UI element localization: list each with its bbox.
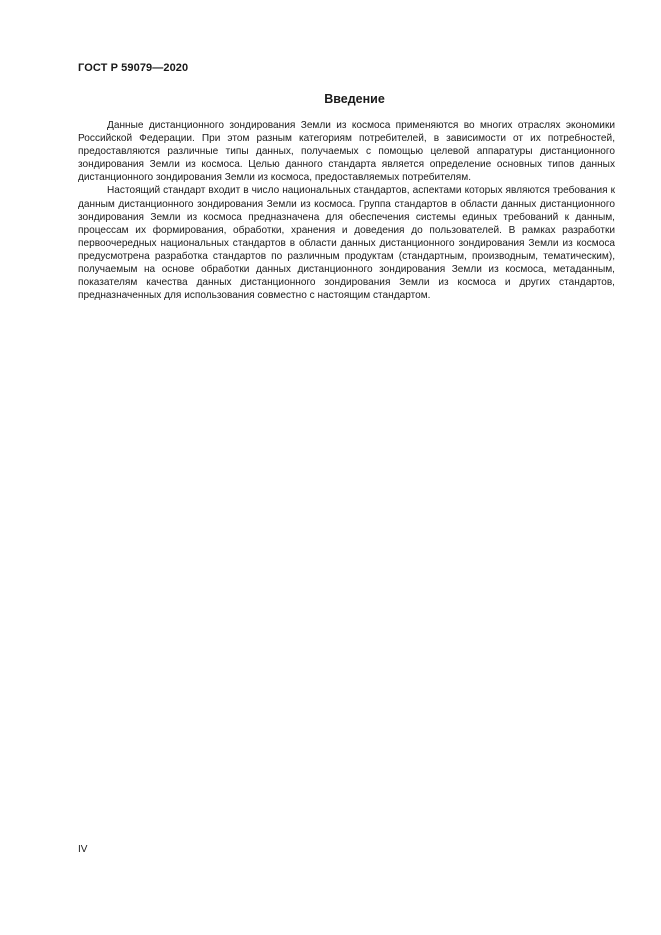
document-code: ГОСТ Р 59079—2020 [78,62,189,74]
page-number: IV [78,844,88,855]
paragraph-1: Данные дистанционного зондирования Земли из космоса применяются во многих отраслях экономики Российской Федерации. При этом разным категориям потребителей, в зависимости от их потребностей, предоставляются различные типы данных, получаемых с помощью целевой аппаратуры дистанционного зондирования Земли из космоса. Целью данного стандарта является определение основных типов данных дистанционного зондирования Земли из космоса, предоставляемых потребителям. [78,120,615,184]
paragraph-2: Настоящий стандарт входит в число национальных стандартов, аспектами которых являются требования к данным дистанционного зондирования Земли из космоса. Группа стандартов в области данных дистанционного зондирования Земли из космоса предназначена для обеспечения системы единых требований к данным, процессам их формирования, обработки, хранения и доведения до пользователей. В рамках разработки первоочередных национальных стандартов в области данных дистанционного зондирования Земли из космоса предусмотрена разработка стандартов по различным продуктам (стандартным, производным, тематическим), получаемым на основе обработки данных дистанционного зондирования Земли из космоса, метаданным, показателям качества данных дистанционного зондирования Земли из космоса и других стандартов, предназначенных для использования совместно с настоящим стандартом. [78,185,615,302]
introduction-body [78,119,615,302]
section-title: Введение [324,92,385,106]
